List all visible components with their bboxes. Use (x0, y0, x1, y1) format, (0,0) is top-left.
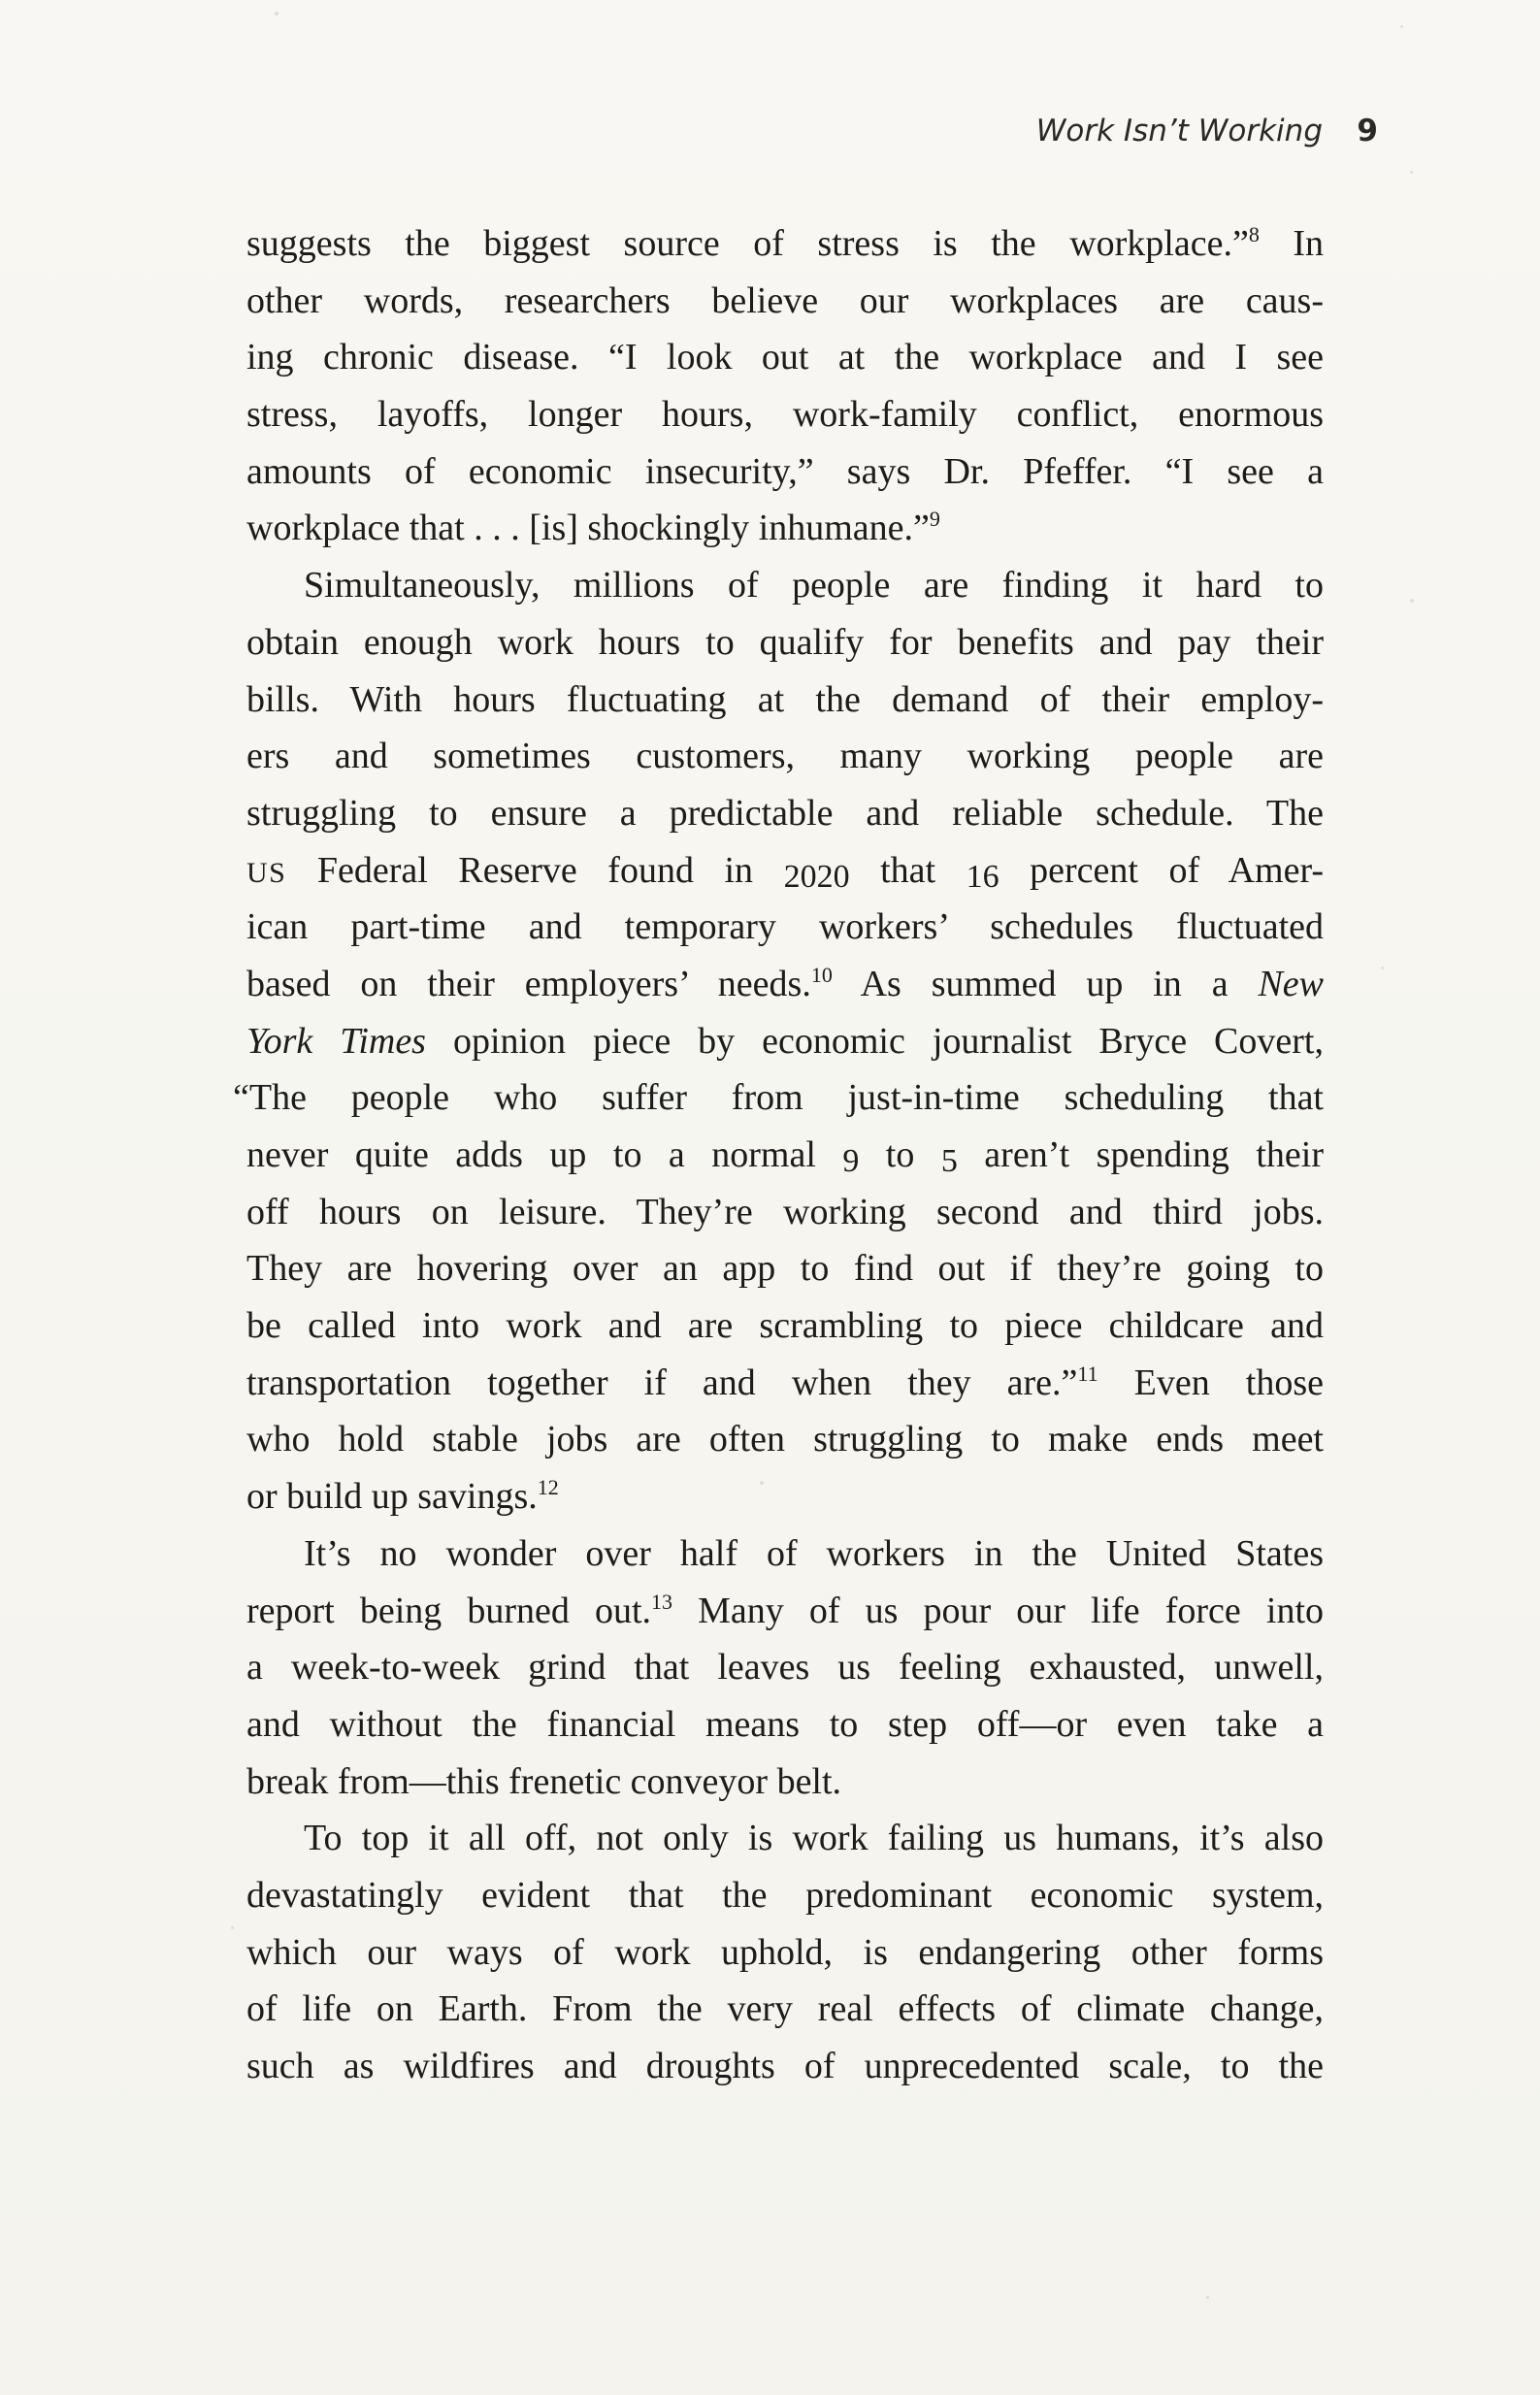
paragraph (246, 1810, 1324, 2094)
text-line: It’s no wonder over half of workers in the United States (304, 1532, 1324, 1574)
paper-speck (1206, 2296, 1209, 2299)
body-text (233, 215, 1325, 2095)
text-line: To top it all off, not only is work failing us humans, it’s also (304, 1818, 1324, 1859)
text-line: They are hovering over an app to find out if they’re going to (246, 1248, 1324, 1290)
footnote-marker: 13 (651, 1589, 673, 1614)
text-line: such as wildfires and droughts of unprecedented scale, to the (246, 2046, 1324, 2086)
text-line: “The people who suffer from just-in-time scheduling that (233, 1077, 1324, 1119)
paper-speck (1381, 967, 1384, 969)
footnote-marker: 8 (1248, 222, 1260, 246)
text-line: and without the financial means to step off—or even take a (246, 1703, 1324, 1745)
text-line: be called into work and are scrambling to piece childcare and (246, 1305, 1324, 1347)
paragraph (246, 215, 1324, 557)
text-line: ers and sometimes customers, many working people are (246, 736, 1324, 777)
running-head (970, 107, 1378, 155)
text-line: off hours on leisure. They’re working second and third jobs. (246, 1191, 1324, 1232)
oldstyle-year: 2020 (783, 858, 850, 895)
text-line: transportation together if and when they are.”$^{11}$ Even those (246, 1361, 1324, 1403)
paragraph (246, 1526, 1324, 1810)
text-line: never quite adds up to a normal 9 to 5 aren’t spending their (246, 1134, 1324, 1179)
text-line: a week-to-week grind that leaves us feeling exhausted, unwell, (246, 1647, 1324, 1689)
text-line: ing chronic disease. “I look out at the workplace and I see (246, 337, 1324, 378)
text-line: report being burned out.$^{13}$ Many of us pour our life force into (246, 1589, 1325, 1631)
running-title: Work Isn’t Working (1035, 114, 1323, 148)
text-line: ican part-time and temporary workers’ schedules fluctuated (246, 906, 1324, 948)
text-line: bills. With hours fluctuating at the demand of their employ- (246, 678, 1324, 720)
paper-speck (1410, 171, 1413, 174)
text-line: stress, layoffs, longer hours, work-family conflict, enormous (246, 394, 1324, 436)
oldstyle-number: 5 (940, 1143, 958, 1179)
footnote-marker: 12 (537, 1475, 559, 1500)
publication-title: York Times (246, 1020, 426, 1062)
text-line: struggling to ensure a predictable and reliable schedule. The (246, 792, 1324, 834)
paragraph (233, 557, 1324, 1526)
text-line: or build up savings.$^{12}$ (246, 1475, 559, 1518)
text-line: devastatingly evident that the predominant economic system, (246, 1874, 1324, 1916)
text-line: obtain enough work hours to qualify for benefits and pay their (246, 621, 1324, 663)
text-line: suggests the biggest source of stress is the workplace.”$^8$ In (246, 222, 1324, 264)
text-line: based on their employers’ needs.$^{10}$ As summed up in a New (246, 962, 1324, 1004)
text-line: which our ways of work uphold, is endangering other forms (246, 1931, 1324, 1973)
text-line: US Federal Reserve found in 2020 that 16 percent of Amer- (246, 849, 1324, 895)
small-caps-abbreviation: US (246, 856, 287, 889)
footnote-marker: 9 (929, 507, 940, 532)
text-line: York Times opinion piece by economic journalist Bryce Covert, (246, 1020, 1324, 1062)
footnote-marker: 11 (1077, 1361, 1098, 1386)
text-line: workplace that . . . [is] shockingly inhumane.”$^9$ (246, 507, 940, 549)
text-line: of life on Earth. From the very real effects of climate change, (246, 1988, 1324, 2030)
paper-speck (1400, 25, 1403, 28)
publication-title: New (1258, 963, 1324, 1004)
oldstyle-number: 9 (842, 1143, 860, 1179)
text-line: break from—this frenetic conveyor belt. (246, 1760, 842, 1802)
text-line: Simultaneously, millions of people are finding it hard to (304, 565, 1324, 607)
paper-speck (275, 12, 279, 16)
text-line: other words, researchers believe our workplaces are caus- (246, 279, 1324, 321)
page-number: 9 (1357, 114, 1378, 148)
paper-speck (1410, 599, 1414, 603)
oldstyle-number: 16 (966, 858, 999, 895)
paper-speck (231, 1926, 234, 1929)
footnote-marker: 10 (810, 962, 833, 987)
text-line: who hold stable jobs are often struggling to make ends meet (246, 1419, 1324, 1460)
text-line: amounts of economic insecurity,” says Dr. Pfeffer. “I see a (246, 450, 1324, 492)
